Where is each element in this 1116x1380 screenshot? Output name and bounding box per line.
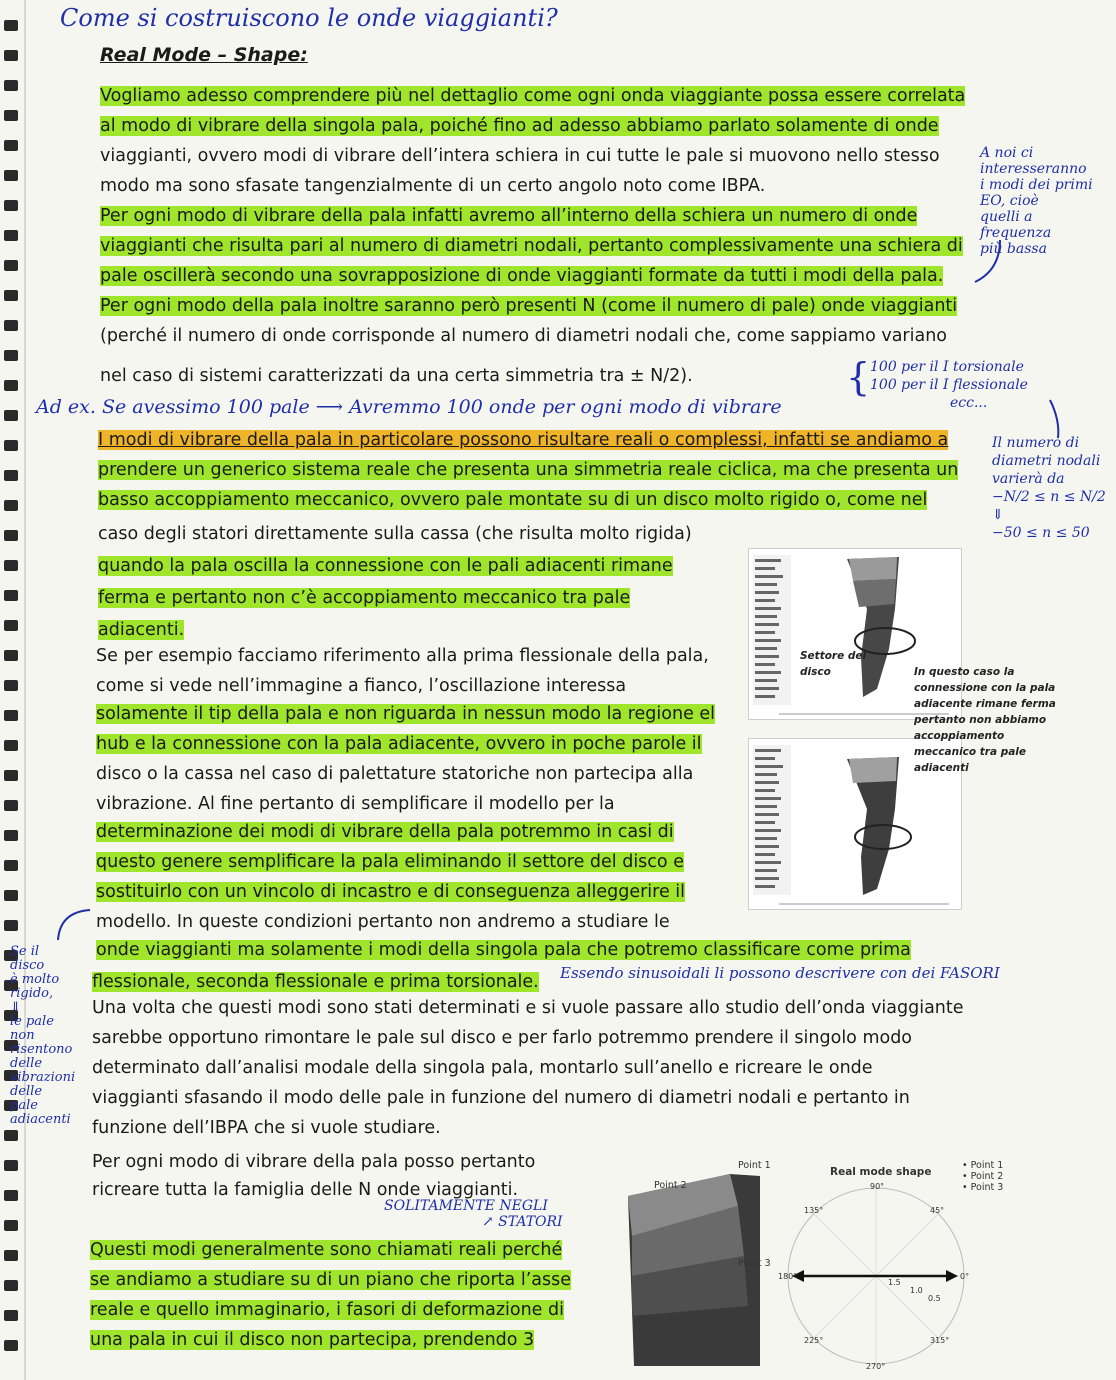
text-line: questo genere semplificare la pala eliminando il settore del disco e	[96, 852, 684, 872]
text-line: viaggianti che risulta pari al numero di diametri nodali, pertanto complessivamente una schiera di	[100, 236, 963, 256]
text-line: Per ogni modo della pala inoltre saranno però presenti N (come il numero di pale) onde viaggianti	[100, 296, 958, 316]
text-line: Per ogni modo di vibrare della pala infatti avremo all’interno della schiera un numero di onde	[100, 206, 918, 226]
margin-note-line: delle	[10, 1084, 43, 1099]
handwritten-brace-line: ecc...	[950, 395, 988, 411]
figure-caption-line: adiacenti	[914, 762, 969, 774]
figure-caption-line: meccanico tra pale	[914, 746, 1027, 758]
legend-item: • Point 2	[962, 1171, 1004, 1182]
margin-note-line: quelli a	[980, 209, 1033, 225]
margin-note-line: A noi ci	[980, 145, 1034, 161]
figure-caption-line: adiacente rimane ferma	[914, 698, 1056, 710]
text-line: ferma e pertanto non c’è accoppiamento meccanico tra pale	[98, 588, 631, 608]
text-line: nel caso di sistemi caratterizzati da una certa simmetria tra ± N/2).	[100, 366, 693, 386]
text-line: modo ma sono sfasate tangenzialmente di un certo angolo noto come IBPA.	[100, 176, 766, 196]
text-line: ricreare tutta la famiglia delle N onde viaggianti.	[92, 1180, 519, 1200]
handwritten-brace-line: 100 per il I flessionale	[870, 377, 1028, 393]
text-line: come si vede nell’immagine a fianco, l’oscillazione interessa	[96, 676, 627, 696]
angle-label: 315°	[930, 1336, 950, 1345]
point-label: Point 1	[738, 1160, 771, 1171]
text-line: Se per esempio facciamo riferimento alla prima flessionale della pala,	[96, 646, 709, 666]
margin-note-line: ⇓	[10, 1000, 21, 1015]
text-line: viaggianti sfasando il modo delle pale in funzione del numero di diametri nodali e pertanto in	[92, 1088, 910, 1108]
margin-note-line: adiacenti	[10, 1112, 71, 1127]
text-line: hub e la connessione con la pala adiacente, ovvero in poche parole il	[96, 734, 702, 754]
margin-note-line: −N/2 ≤ n ≤ N/2	[992, 489, 1106, 505]
text-line: prendere un generico sistema reale che presenta una simmetria reale ciclica, ma che presenta un	[98, 460, 959, 480]
text-line: Per ogni modo di vibrare della pala posso pertanto	[92, 1152, 536, 1172]
angle-label: 0°	[960, 1272, 970, 1281]
margin-note-line: vibrazioni	[10, 1070, 76, 1085]
margin-note-line: diametri nodali	[992, 453, 1101, 469]
text-line: viaggianti, ovvero modi di vibrare dell’intera schiera in cui tutte le pale si muovono nello stesso	[100, 146, 940, 166]
margin-note-line: disco	[10, 958, 45, 973]
text-line: flessionale, seconda flessionale e prima torsionale.	[92, 972, 539, 992]
text-line: funzione dell’IBPA che si vuole studiare.	[92, 1118, 441, 1138]
radial-label: 1.5	[888, 1278, 901, 1287]
figure-caption-line: accoppiamento	[914, 730, 1005, 742]
margin-note-line: risentono	[10, 1042, 73, 1057]
angle-label: 270°	[866, 1362, 886, 1371]
text-line: basso accoppiamento meccanico, ovvero pale montate su di un disco molto rigido o, come nel	[98, 490, 928, 510]
figure-caption-line: In questo caso la	[914, 666, 1015, 678]
margin-note-line: più bassa	[980, 241, 1047, 257]
point-label: Point 2	[654, 1180, 687, 1191]
radial-label: 1.0	[910, 1286, 923, 1295]
point-label: Point 3	[738, 1258, 771, 1269]
figure-label-line: disco	[800, 666, 831, 678]
handwritten-statori: ↗ STATORI	[482, 1214, 563, 1230]
angle-label: 225°	[804, 1336, 824, 1345]
margin-note-line: frequenza	[980, 225, 1052, 241]
polar-chart-title: Real mode shape	[830, 1166, 932, 1178]
handwritten-brace-line: 100 per il I torsionale	[870, 359, 1024, 375]
margin-note-line: i modi dei primi	[980, 177, 1093, 193]
text-line: al modo di vibrare della singola pala, poiché fino ad adesso abbiamo parlato solamente di onde	[100, 116, 939, 136]
margin-note-line: rigido,	[10, 986, 54, 1001]
text-line: onde viaggianti ma solamente i modi della singola pala che potremo classificare come prima	[96, 940, 911, 960]
text-line: una pala in cui il disco non partecipa, prendendo 3	[90, 1330, 535, 1350]
text-line: modello. In queste condizioni pertanto non andremo a studiare le	[96, 912, 670, 932]
text-line: se andiamo a studiare su di un piano che riporta l’asse	[90, 1270, 571, 1290]
margin-note-line: varierà da	[992, 471, 1065, 487]
margin-note-line: Il numero di	[992, 435, 1080, 451]
text-line: Una volta che questi modi sono stati determinati e si vuole passare allo studio dell’onda viaggiante	[92, 998, 964, 1018]
figure-label-line: Settore del	[800, 650, 867, 662]
margin-note-line: è molto	[10, 972, 60, 987]
text-line: adiacenti.	[98, 620, 185, 640]
margin-note-line: non	[10, 1028, 35, 1043]
handwritten-fasori: Essendo sinusoidali li possono descrivere con dei FASORI	[560, 964, 1000, 982]
text-line: Questi modi generalmente sono chiamati reali perché	[90, 1240, 563, 1260]
margin-note-line: −50 ≤ n ≤ 50	[992, 525, 1090, 541]
text-line: determinato dall’analisi modale della singola pala, montarlo sull’anello e ricreare le onde	[92, 1058, 873, 1078]
angle-label: 90°	[870, 1182, 885, 1191]
handwritten-brace: {	[846, 355, 871, 399]
margin-note-line: delle	[10, 1056, 43, 1071]
figure-caption-line: connessione con la pala	[914, 682, 1056, 694]
legend-item: • Point 1	[962, 1160, 1004, 1171]
handwritten-example: Ad ex. Se avessimo 100 pale ⟶ Avremmo 100 onde per ogni modo di vibrare	[36, 396, 782, 418]
angle-label: 180°	[778, 1272, 798, 1281]
angle-label: 45°	[930, 1206, 945, 1215]
margin-note-line: ⇓	[992, 507, 1004, 523]
handwritten-statori: SOLITAMENTE NEGLI	[384, 1198, 548, 1214]
text-line: (perché il numero di onde corrisponde al numero di diametri nodali che, come sappiamo variano	[100, 326, 948, 346]
margin-note-line: le pale	[10, 1014, 54, 1029]
margin-note-line: interesseranno	[980, 161, 1087, 177]
text-line: Vogliamo adesso comprendere più nel dettaglio come ogni onda viaggiante possa essere correlata	[100, 86, 966, 106]
text-line: solamente il tip della pala e non riguarda in nessun modo la regione el	[96, 704, 716, 724]
margin-note-line: Se il	[10, 944, 40, 959]
margin-note-line: pale	[10, 1098, 38, 1113]
text-line: determinazione dei modi di vibrare della pala potremmo in casi di	[96, 822, 674, 842]
text-line: sarebbe opportuno rimontare le pale sul disco e per farlo potremmo prendere il singolo modo	[92, 1028, 913, 1048]
section-heading: Real Mode – Shape:	[100, 44, 308, 66]
text-line: caso degli statori direttamente sulla cassa (che risulta molto rigida)	[98, 524, 692, 544]
angle-label: 135°	[804, 1206, 824, 1215]
text-line: I modi di vibrare della pala in particolare possono risultare reali o complessi, infatti se andiamo a	[98, 430, 949, 450]
handwritten-title: Come si costruiscono le onde viaggianti?	[60, 4, 558, 32]
margin-note-line: EO, cioè	[980, 193, 1039, 209]
legend-item: • Point 3	[962, 1182, 1004, 1193]
text-line: quando la pala oscilla la connessione con le pali adiacenti rimane	[98, 556, 673, 576]
radial-label: 0.5	[928, 1294, 941, 1303]
text-line: disco o la cassa nel caso di palettature statoriche non partecipa alla	[96, 764, 694, 784]
text-line: vibrazione. Al fine pertanto di semplificare il modello per la	[96, 794, 615, 814]
text-line: reale e quello immaginario, i fasori di deformazione di	[90, 1300, 564, 1320]
text-line: pale oscillerà secondo una sovrapposizione di onde viaggianti formate da tutti i modi della pala.	[100, 266, 944, 286]
text-line: sostituirlo con un vincolo di incastro e di conseguenza alleggerire il	[96, 882, 686, 902]
figure-caption-line: pertanto non abbiamo	[914, 714, 1047, 726]
